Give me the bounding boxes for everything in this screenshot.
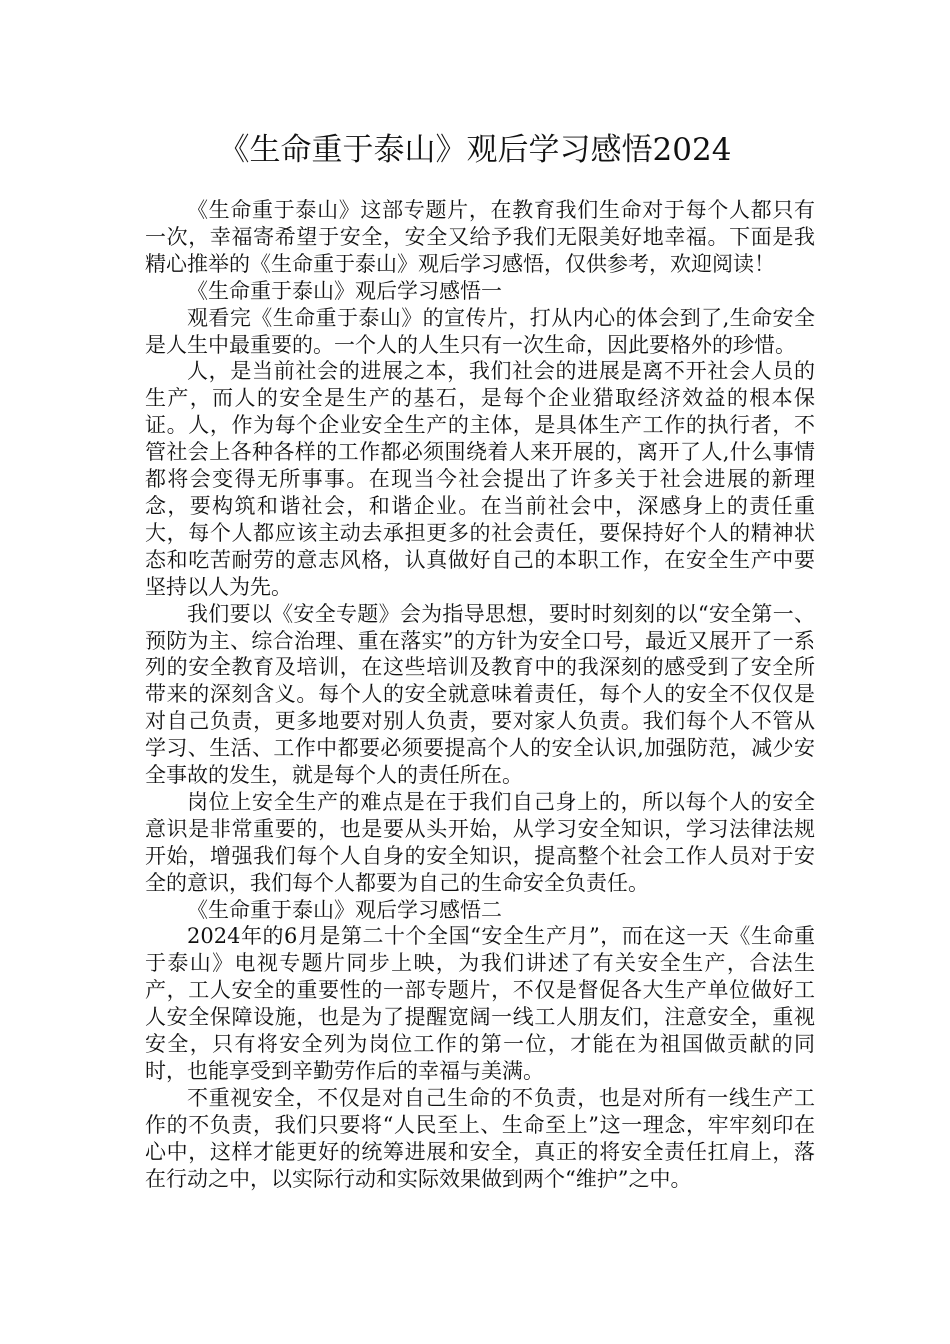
body-paragraph: 岗位上安全生产的难点是在于我们自己身上的，所以每个人的安全意识是非常重要的，也是要从头开始，从学习安全知识，学习法律法规开始，增强我们每个人自身的安全知识，提高整个社会工作人员对于安全的意识，我们每个人都要为自己的生命安全负责任。 [145,789,815,895]
body-paragraph: 观看完《生命重于泰山》的宣传片，打从内心的体会到了,生命安全是人生中最重要的。一个人的人生只有一次生命，因此要格外的珍惜。 [145,305,815,357]
body-paragraph: 不重视安全，不仅是对自己生命的不负责，也是对所有一线生产工作的不负责，我们只要将“人民至上、生命至上”这一理念，牢牢刻印在心中，这样才能更好的统筹进展和安全，真正的将安全责任扛肩上，落在行动之中，以实际行动和实际效果做到两个“维护”之中。 [145,1085,815,1191]
intro-paragraph: 《生命重于泰山》这部专题片，在教育我们生命对于每个人都只有一次，幸福寄希望于安全，安全又给予我们无限美好地幸福。下面是我精心推举的《生命重于泰山》观后学习感悟，仅供参考，欢迎阅读！ [145,198,815,276]
document-body [145,197,815,1193]
document-title: 《生命重于泰山》观后学习感悟2024 [218,132,732,168]
body-paragraph: 我们要以《安全专题》会为指导思想，要时时刻刻的以“安全第一、预防为主、综合治理、重在落实”的方针为安全口号，最近又展开了一系列的安全教育及培训，在这些培训及教育中的我深刻的感受到了安全所带来的深刻含义。每个人的安全就意味着责任，每个人的安全不仅仅是对自己负责，更多地要对别人负责，要对家人负责。我们每个人不管从学习、生活、工作中都要必须要提高个人的安全认识,加强防范，减少安全事故的发生，就是每个人的责任所在。 [145,601,815,788]
section-heading-one: 《生命重于泰山》观后学习感悟一 [187,278,502,303]
body-paragraph: 人，是当前社会的进展之本，我们社会的进展是离不开社会人员的生产，而人的安全是生产的基石，是每个企业猎取经济效益的根本保证。人，作为每个企业安全生产的主体，是具体生产工作的执行者，不管社会上各种各样的工作都必须围绕着人来开展的，离开了人,什么事情都将会变得无所事事。在现当今社会提出了许多关于社会进展的新理念，要构筑和谐社会，和谐企业。在当前社会中，深感身上的责任重大，每个人都应该主动去承担更多的社会责任，要保持好个人的精神状态和吃苦耐劳的意志风格，认真做好自己的本职工作，在安全生产中要坚持以人为先。 [145,359,815,599]
section-heading-two: 《生命重于泰山》观后学习感悟二 [187,897,502,922]
body-paragraph: 2024年的6月是第二十个全国“安全生产月”，而在这一天《生命重于泰山》电视专题片同步上映，为我们讲述了有关安全生产，合法生产，工人安全的重要性的一部专题片，不仅是督促各大生产单位做好工人安全保障设施，也是为了提醒宽阔一线工人朋友们，注意安全，重视安全，只有将安全列为岗位工作的第一位，才能在为祖国做贡献的同时，也能享受到辛勤劳作后的幸福与美满。 [145,924,815,1083]
